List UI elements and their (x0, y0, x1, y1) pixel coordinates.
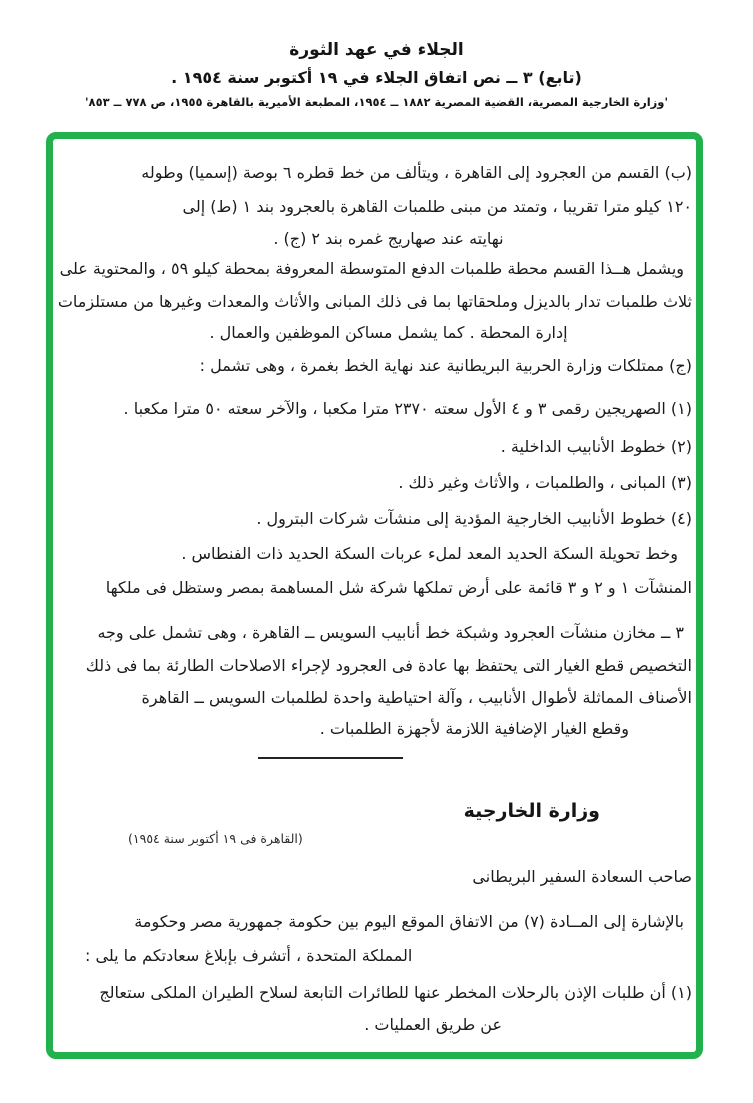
list-item-3: (٣) المبانى ، والطلمبات ، والأثاث وغير ذلك . (398, 473, 692, 492)
para-b-line-3: نهايته عند صهاريج غمره بند ٢ (ج) . (273, 229, 504, 248)
list-item-4: (٤) خطوط الأنابيب الخارجية المؤدية إلى منشآت شركات البترول . (256, 509, 692, 528)
para-3-line-3: الأصناف المماثلة لأطوال الأنابيب ، وآلة احتياطية واحدة لطلمبات السويس ــ القاهرة (141, 688, 692, 707)
para-b-line-1: (ب) القسم من العجرود إلى القاهرة ، ويتألف من خط قطره ٦ بوصة (إسميا) وطوله (141, 163, 692, 182)
page-subtitle: (تابع) ٣ ــ نص اتفاق الجلاء في ١٩ أكتوبر سنة ١٩٥٤ . (171, 68, 582, 87)
para-station-line-3: إدارة المحطة . كما يشمل مساكن الموظفين والعمال . (209, 323, 568, 342)
para-3-line-2: التخصيص قطع الغيار التى يحتفظ بها عادة فى العجرود لإجراء الاصلاحات الطارئة بما فى ذلك (85, 656, 692, 675)
para-station-line-2: ثلاث طلمبات تدار بالديزل وملحقاتها بما فى ذلك المبانى والأثاث والمعدات وغيرها من مستلزمات (57, 292, 692, 311)
ministry-heading: وزارة الخارجية (463, 800, 600, 822)
dateline: (القاهرة فى ١٩ أكتوبر سنة ١٩٥٤) (128, 831, 303, 846)
para-1-line-2: عن طريق العمليات . (364, 1015, 502, 1034)
para-ref-line-1: بالإشارة إلى المــادة (٧) من الاتفاق الموقع اليوم بين حكومة جمهورية مصر وحكومة (134, 912, 684, 931)
page-title: الجلاء في عهد الثورة (289, 40, 464, 60)
para-ref-line-2: المملكة المتحدة ، أتشرف بإبلاغ سعادتكم ما يلى : (85, 946, 413, 965)
list-item-2: (٢) خطوط الأنابيب الداخلية . (500, 437, 692, 456)
para-3-line-1: ٣ ــ مخازن منشآت العجرود وشبكة خط أنابيب السويس ــ القاهرة ، وهى تشمل على وجه (97, 623, 684, 642)
para-station-line-1: ويشمل هــذا القسم محطة طلمبات الدفع المتوسطة المعروفة بمحطة كيلو ٥٩ ، والمحتوية على (59, 259, 684, 278)
section-divider (258, 757, 403, 759)
para-c: (ج) ممتلكات وزارة الحربية البريطانية عند نهاية الخط بغمرة ، وهى تشمل : (199, 356, 692, 375)
para-1-line-1: (١) أن طلبات الإذن بالرحلات المخطر عنها للطائرات التابعة لسلاح الطيران الملكى ستعالج (99, 983, 692, 1002)
para-b-line-2: ١٢٠ كيلو مترا تقريبا ، وتمتد من مبنى طلمبات القاهرة بالعجرود بند ١ (ط) إلى (182, 197, 692, 216)
para-3-line-4: وقطع الغيار الإضافية اللازمة لأجهزة الطلمبات . (319, 719, 629, 738)
source-citation: 'وزارة الخارجية المصرية، القضية المصرية ١٨٨٢ ــ ١٩٥٤، المطبعة الأميرية بالقاهرة ١٩٥٥، ص ٧٧٨ ــ ٨٥٣' (85, 95, 668, 109)
list-item-1: (١) الصهريجين رقمى ٣ و ٤ الأول سعته ٢٣٧٠ مترا مكعبا ، والآخر سعته ٥٠ مترا مكعبا . (123, 399, 692, 418)
railway-line: وخط تحويلة السكة الحديد المعد لملء عربات السكة الحديد ذات الفنطاس . (181, 544, 678, 563)
salutation: صاحب السعادة السفير البريطانى (472, 867, 692, 886)
ownership-line: المنشآت ١ و ٢ و ٣ قائمة على أرض تملكها شركة شل المساهمة بمصر وستظل فى ملكها (105, 578, 692, 597)
